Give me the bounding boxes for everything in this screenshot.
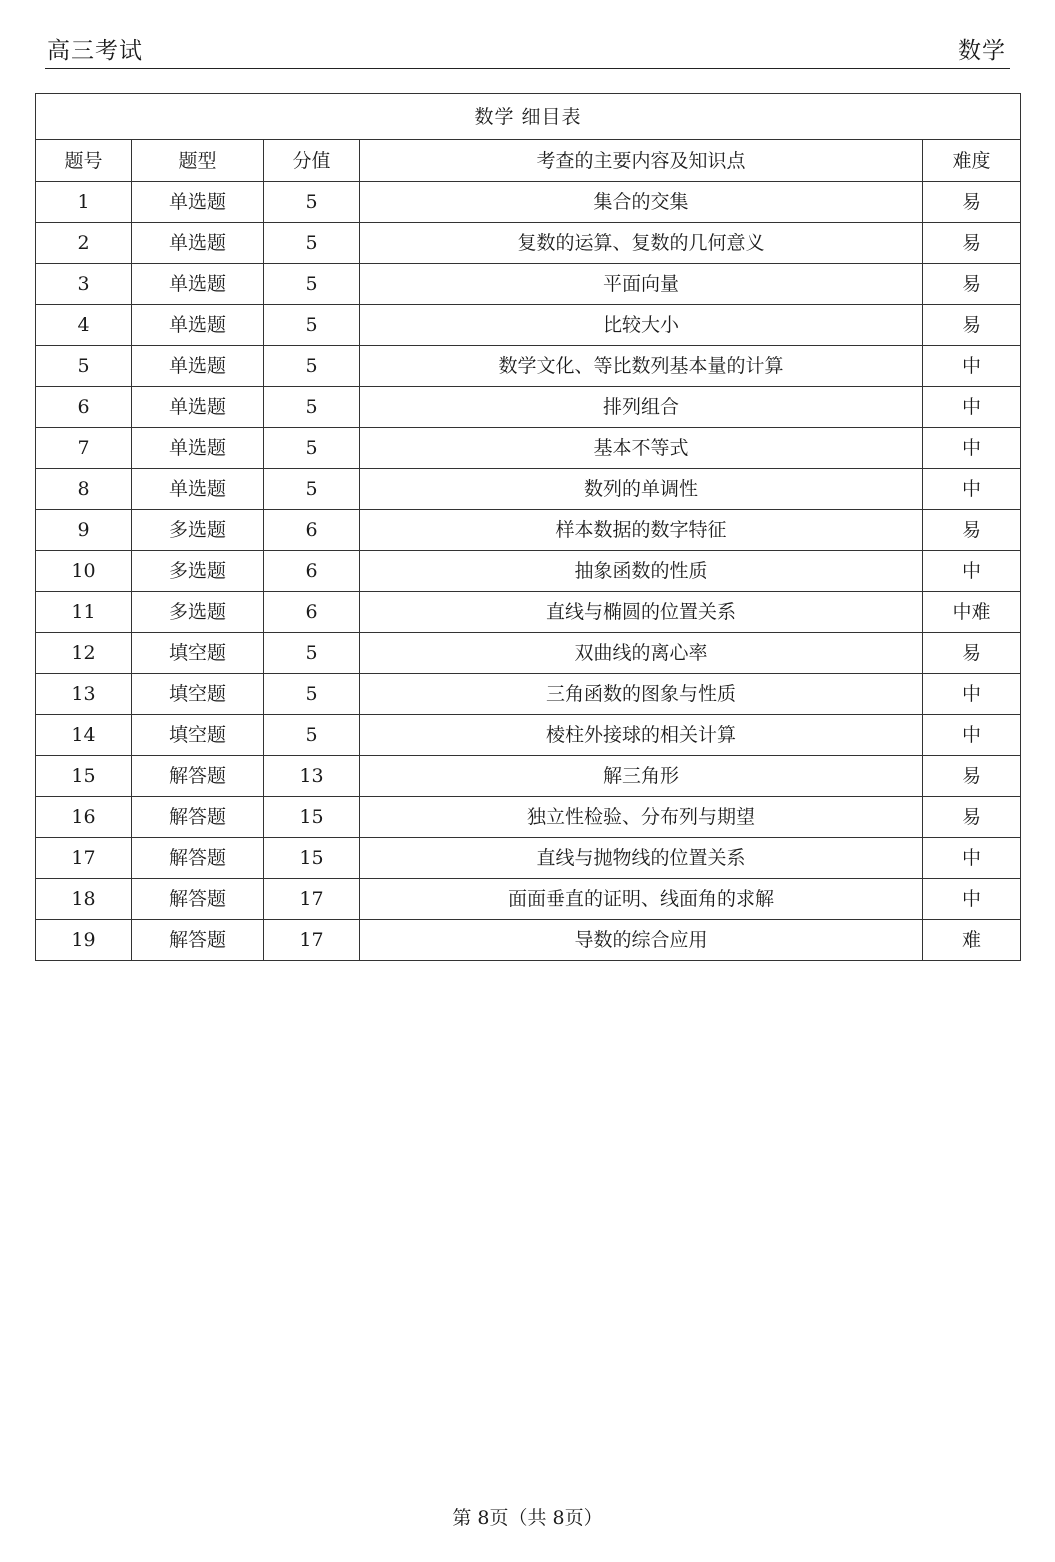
cell-type: 单选题 [132,469,264,510]
cell-score: 5 [264,346,360,387]
cell-type: 解答题 [132,756,264,797]
cell-score: 5 [264,182,360,223]
cell-difficulty: 易 [923,223,1021,264]
cell-difficulty: 难 [923,920,1021,961]
cell-content: 棱柱外接球的相关计算 [360,715,923,756]
table-row [36,879,1021,920]
cell-content: 面面垂直的证明、线面角的求解 [360,879,923,920]
cell-content: 解三角形 [360,756,923,797]
cell-difficulty: 中 [923,838,1021,879]
table-row [36,510,1021,551]
cell-number: 17 [36,838,132,879]
cell-type: 解答题 [132,838,264,879]
cell-type: 单选题 [132,346,264,387]
cell-content: 复数的运算、复数的几何意义 [360,223,923,264]
cell-content: 数学文化、等比数列基本量的计算 [360,346,923,387]
page-header [45,30,1010,69]
cell-number: 14 [36,715,132,756]
cell-type: 多选题 [132,592,264,633]
cell-content: 排列组合 [360,387,923,428]
cell-number: 13 [36,674,132,715]
column-header-content: 考查的主要内容及知识点 [360,140,923,182]
cell-content: 集合的交集 [360,182,923,223]
cell-difficulty: 中 [923,428,1021,469]
table-row [36,920,1021,961]
cell-content: 抽象函数的性质 [360,551,923,592]
cell-content: 比较大小 [360,305,923,346]
cell-score: 5 [264,264,360,305]
table-row [36,469,1021,510]
cell-content: 直线与抛物线的位置关系 [360,838,923,879]
cell-difficulty: 中难 [923,592,1021,633]
cell-type: 单选题 [132,223,264,264]
cell-number: 8 [36,469,132,510]
cell-difficulty: 中 [923,879,1021,920]
cell-difficulty: 中 [923,551,1021,592]
cell-type: 多选题 [132,510,264,551]
table-title-row [36,94,1021,140]
cell-difficulty: 中 [923,387,1021,428]
cell-difficulty: 中 [923,715,1021,756]
cell-score: 5 [264,387,360,428]
cell-score: 5 [264,223,360,264]
cell-score: 6 [264,551,360,592]
cell-difficulty: 易 [923,305,1021,346]
table-row [36,838,1021,879]
exam-title: 高三考试 [47,38,143,64]
cell-type: 填空题 [132,674,264,715]
cell-type: 解答题 [132,879,264,920]
cell-score: 13 [264,756,360,797]
cell-difficulty: 中 [923,346,1021,387]
cell-type: 单选题 [132,387,264,428]
cell-score: 17 [264,920,360,961]
cell-score: 5 [264,674,360,715]
table-header-row [36,140,1021,182]
cell-number: 11 [36,592,132,633]
cell-content: 双曲线的离心率 [360,633,923,674]
cell-content: 样本数据的数字特征 [360,510,923,551]
cell-score: 5 [264,715,360,756]
cell-score: 5 [264,633,360,674]
cell-type: 单选题 [132,264,264,305]
table-row [36,305,1021,346]
cell-content: 三角函数的图象与性质 [360,674,923,715]
table-title: 数学 细目表 [36,94,1021,140]
column-header-number: 题号 [36,140,132,182]
cell-number: 15 [36,756,132,797]
cell-difficulty: 易 [923,756,1021,797]
cell-number: 16 [36,797,132,838]
cell-number: 4 [36,305,132,346]
cell-number: 5 [36,346,132,387]
table-row [36,182,1021,223]
cell-difficulty: 易 [923,510,1021,551]
cell-content: 独立性检验、分布列与期望 [360,797,923,838]
table-row [36,428,1021,469]
cell-type: 单选题 [132,305,264,346]
column-header-score: 分值 [264,140,360,182]
cell-score: 6 [264,592,360,633]
cell-type: 解答题 [132,797,264,838]
cell-number: 6 [36,387,132,428]
cell-number: 12 [36,633,132,674]
cell-content: 平面向量 [360,264,923,305]
cell-score: 15 [264,797,360,838]
cell-number: 18 [36,879,132,920]
cell-number: 1 [36,182,132,223]
column-header-type: 题型 [132,140,264,182]
cell-type: 多选题 [132,551,264,592]
cell-type: 解答题 [132,920,264,961]
cell-number: 19 [36,920,132,961]
cell-score: 5 [264,469,360,510]
cell-number: 3 [36,264,132,305]
table-row [36,223,1021,264]
table-row [36,674,1021,715]
cell-score: 5 [264,305,360,346]
cell-difficulty: 易 [923,182,1021,223]
cell-type: 填空题 [132,633,264,674]
table-row [36,756,1021,797]
cell-content: 基本不等式 [360,428,923,469]
cell-difficulty: 易 [923,797,1021,838]
table-row [36,715,1021,756]
cell-difficulty: 中 [923,674,1021,715]
cell-difficulty: 中 [923,469,1021,510]
subject-label: 数学 [958,38,1006,64]
cell-score: 6 [264,510,360,551]
cell-number: 7 [36,428,132,469]
cell-number: 2 [36,223,132,264]
cell-type: 单选题 [132,182,264,223]
table-row [36,264,1021,305]
cell-score: 17 [264,879,360,920]
cell-score: 5 [264,428,360,469]
table-row [36,387,1021,428]
table-row [36,633,1021,674]
cell-number: 9 [36,510,132,551]
cell-content: 直线与椭圆的位置关系 [360,592,923,633]
table-row [36,346,1021,387]
cell-difficulty: 易 [923,633,1021,674]
cell-content: 导数的综合应用 [360,920,923,961]
table-row [36,797,1021,838]
page-number: 第 8页（共 8页） [452,1507,603,1529]
cell-difficulty: 易 [923,264,1021,305]
cell-type: 填空题 [132,715,264,756]
table-row [36,592,1021,633]
column-header-difficulty: 难度 [923,140,1021,182]
cell-number: 10 [36,551,132,592]
cell-score: 15 [264,838,360,879]
table-row [36,551,1021,592]
spec-table [35,93,1021,961]
cell-content: 数列的单调性 [360,469,923,510]
cell-type: 单选题 [132,428,264,469]
